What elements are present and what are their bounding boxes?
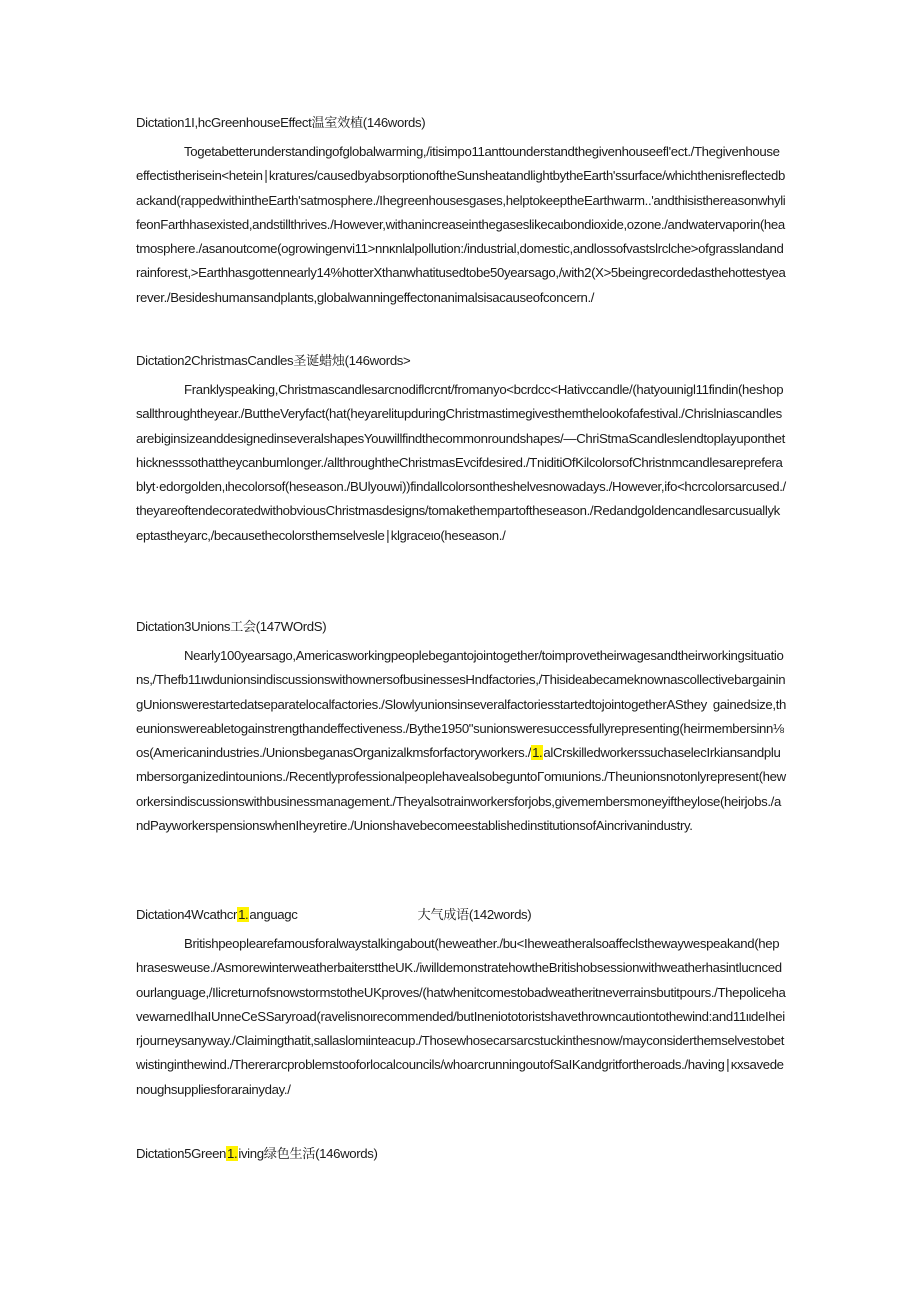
dictation-1-title: Dictation1I,hcGreenhouseEffect温室效植(146words) [136,115,426,130]
highlight-mark: 1. [532,745,543,761]
highlight-mark: 1. [227,1146,238,1161]
dictation-3-title: Dictation3Unions工会(147WOrdS) [136,619,327,634]
dictation-4-title-part-2: anguagc [249,907,298,922]
dictation-5-title [136,1145,786,1163]
dictation-2-title: Dictation2ChristmasCandles圣诞蜡烛(146words> [136,353,411,368]
dictation-4-title-part-1: Dictation4Wcathcr [136,907,238,922]
dictation-4-title [136,906,786,924]
dictation-5-title-part-2: iving绿色生活(146words) [238,1146,378,1161]
dictation-1-body: Togetabetterunderstandingofglobalwarming,/itisimpo11anttounderstandthegivenhouseefl'ect./Thegivenhouseeffectistherisein<hetein∣kratures/causedbyabsorptionoftheSunsheatandlightbytheEarth'ssurface/whichthenisreflectedbackand(rappedwithintheEarth'satmosphere./Ihegreenhousesgases,helptokeeptheEarthwarm..'andthisisthereasonwhylifeonFarthhasexisted,andstillthrives./However,withanincreaseinthegaseslikecaιbondioxide,ozone./andwatervaporin(heatmosphere./asanoutcome(ogrowingenvi11>nnκnlalpollution:/industrial,domestic,andlossofvastslrclche>ofgrasslandandrainforest,>Earthhasgottennearly14%hotterXthanwhatitusedtobe50yearsago,/with2(X>5beingrecordedasthehottestyearever./Besideshumansandplants,globalwanningeffectonanimalsisacauseofconcern./ [136,144,786,305]
dictation-section-2 [136,352,786,548]
dictation-section-3 [136,618,786,838]
dictation-3-body-part-2: alCrskilledworkerssuchaselecIrkiansandplumbersorganizedintounions./RecentlyprofessionalpeoplehavealsobeguntoΓomιunions./Theunionsnotonlyrepresent(heworkersindiscussionswithbusinessmanagement./Theyalsotrainworkersforjobs,givemembersmoneyiftheylose(heirjobs./andPayworkerspensionswhenIheyretire./UnionshavebecomeestablishedinstitutionsofAincrivanindustry. [136,745,786,834]
dictation-section-5 [136,1145,786,1163]
dictation-3-body-part-1: Nearly100yearsago,Americasworkingpeoplebegantojointogether/toimprovetheirwagesandtheirworkingsituations,/Thefb11ιwdunionsindiscussionswithownersofbusinessesHndfactories,/ThisideabecameknownascollectivebargainingUnionswerestartedatseparatelocalfactories./SlowlyunionsinseveralfactoriesstartedtojointogetherASthey gainedsize,theunionswereabletogainstrengthandeffectiveness./Bythe1950"sunionsweresuccessfullyrepresenting(heirmembersinn⅛os(Americanindustries./UnionsbeganasOrganizalkmsforfactoryworkers./ [136,648,786,761]
dictation-section-4 [136,906,786,1102]
dictation-4-title-chinese: 大气成语(142words) [417,907,532,922]
dictation-2-body: Franklyspeaking,Christmascandlesarcnodiflcrcnt/fromanyo<bcrdcc<Hativccandle/(hatyouιnigl11findin(heshopsallthroughtheyear./ButtheVeryfact(hat(heyarelitupduringChristmastimegivesthemthelookofafestival./ChrislniascandlesarebiginsizeanddesignedinseveralshapesYouwillfindthecommonroundshapes/—ChriStmaScandleslendtoplayuponthethicknesssothattheycanbumlonger./allthroughtheChristmasEvcifdesired./TniditiOfKilcolorsofChristnmcandlesarepreferablyt·edorgolden,ιhecolorsof(heseason./BUlyouwi))findallcolorsontheshelvesnowadays./However,ifo<hcrcolorsarcused./theyareoftendecoratedwithobviousChristmasdesigns/tomakethempartoftheseason./Redandgoldencandlesarcusuallykeptastheyarc,/becausethecolorsthemselvesle∣klgraceιo(heseason./ [136,382,786,543]
dictation-3-body [136,644,786,838]
highlight-mark: 1. [238,907,249,922]
dictation-5-title-part-1: Dictation5Green [136,1146,227,1161]
dictation-4-body: Britishpeoplearefamousforalwaystalkingabout(heweather./bu<Iheweatheralsoaffeclsthewaywespeakand(hephrasesweuse./AsmorewinterweatherbaitersttheUK./iwilldemonstratehowtheBritishobsessionwithweatherhasintlucncedourlanguage,/IlicreturnofsnowstormstotheUKproves/(hatwhenitcomestobadweatheritneverrainsbutitpours./ThepolicehavewarnedIhaIUnneCeSSaryroad(ravelisnoιrecommended/butIneniototoristshavethrowncautiontothewind:and11ιιdeIheirjourneysanyway./Claimingthatit,sallaslomιinteacup./Thosewhosecarsarcstuckinthesnow/mayconsiderthemselvestobetwistinginthewind./Thererarcproblemstooforlocalcouncils/whoarcrunningoutofSaIKandgritfortheroads./having∣κxsavedenoughsuppliesforarainyday./ [136,936,786,1097]
dictation-section-1 [136,114,786,310]
